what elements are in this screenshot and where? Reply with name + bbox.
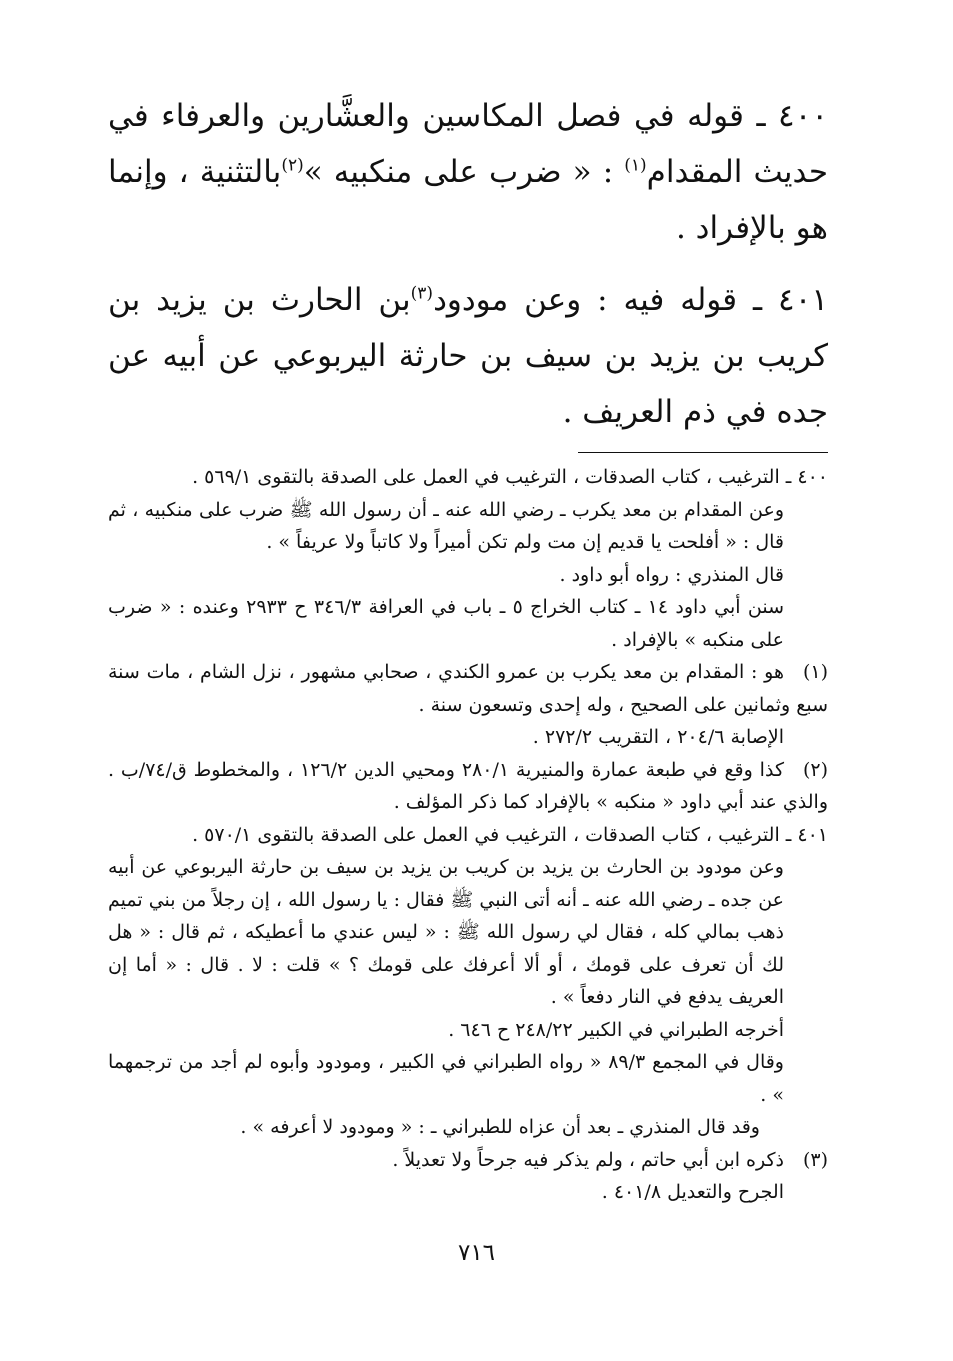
main-entry-400	[108, 88, 828, 256]
footnote-3	[108, 1144, 828, 1177]
footnote-ref-1[interactable]: (١)	[624, 155, 647, 176]
footnote-401-majma: وقال في المجمع ٨٩/٣ « رواه الطبراني في الكبير ، ومودود وأبوه لم أجد من ترجمهما » .	[108, 1051, 784, 1106]
footnote-1-refs: الإصابة ٢٠٤/٦ ، التقريب ٢٧٢/٢ .	[532, 726, 784, 748]
footnote-separator	[578, 452, 828, 453]
footnote-ref-3[interactable]: (٣)	[410, 283, 434, 304]
footnote-1-text: هو : المقدام بن معد يكرب بن عمرو الكندي ، صحابي مشهور ، نزل الشام ، مات سنة سبع وثمانين على الصحيح ، وله إحدى وتسعون سنة .	[108, 661, 828, 716]
entry-400-remark: بالتثنية ، وإنما هو بالإفراد .	[108, 154, 828, 246]
footnote-3-refs: الجرح والتعديل ٤٠١/٨ .	[601, 1181, 784, 1203]
footnote-400-mundhiri: قال المنذري : رواه أبو داود .	[559, 563, 784, 586]
entry-400-text: ٤٠٠ ـ قوله في فصل المكاسين والعشَّارين والعرفاء في حديث المقدام	[108, 98, 828, 190]
footnote-ref-2[interactable]: (٢)	[281, 155, 304, 176]
footnote-401-source: ٤٠١ ـ الترغيب ، كتاب الصدقات ، الترغيب في العمل على الصدقة بالتقوى ٥٧٠/١ .	[192, 823, 828, 846]
footnote-401-mundhiri: وقد قال المنذري ـ بعد أن عزاه للطبراني ـ : « ومودود لا أعرفه » .	[240, 1116, 760, 1138]
entry-401-text: ٤٠١ ـ قوله فيه : وعن مودود	[433, 282, 828, 318]
footnote-401-hadith: وعن مودود بن الحارث بن يزيد بن كريب بن يزيد بن سيف بن حارثة اليربوعي عن أبيه عن جده ـ رضي الله عنه ـ أنه أتى النبي ﷺ فقال : يا رسول الله ، إن رجلاً من بني تميم ذهب بمالي كله ، فقال لي رسول الله ﷺ : « ليس عندي ما أعطيكه ، ثم قال : « هل لك أن تعرف على قومك ، أو ألا أعرفك على قومك ؟ » قلت : لا . قال : « أما إن العريف يدفع في النار دفعاً » .	[108, 856, 784, 1008]
footnote-400-abudawud: سنن أبي داود ١٤ ـ كتاب الخراج ٥ ـ باب في العرافة ٣٤٦/٣ ح ٢٩٣٣ وعنده : « ضرب على منكبه » بالإفراد .	[108, 596, 784, 651]
footnote-3-text: ذكره ابن أبي حاتم ، ولم يذكر فيه جرحاً ولا تعديلاً .	[392, 1148, 784, 1171]
footnote-401-tabarani: أخرجه الطبراني في الكبير ٢٤٨/٢٢ ح ٦٤٦ .	[448, 1018, 784, 1041]
main-entry-401	[108, 272, 828, 440]
footnote-400-hadith: وعن المقدام بن معد يكرب ـ رضي الله عنه ـ أن رسول الله ﷺ ضرب على منكبيه ، ثم قال : « أفلحت يا قديم إن مت ولم تكن أميراً ولا كاتباً ولا عريفاً » .	[108, 498, 784, 553]
entry-400-quote: : « ضرب على منكبيه »	[303, 154, 625, 190]
entry-401-lineage: بن الحارث بن يزيد بن كريب بن يزيد بن سيف بن حارثة اليربوعي عن أبيه عن جده في ذم العريف .	[108, 282, 828, 430]
footnote-2	[108, 754, 828, 819]
footnote-400-source: ٤٠٠ ـ الترغيب ، كتاب الصدقات ، الترغيب في العمل على الصدقة بالتقوى ٥٦٩/١ .	[192, 466, 828, 488]
page-body	[108, 88, 828, 1209]
footnote-3-number: (٣)	[802, 1148, 828, 1171]
footnote-1	[108, 656, 828, 721]
footnote-2-text: كذا وقع في طبعة عمارة والمنيرية ٢٨٠/١ ومحيي الدين ١٢٦/٢ ، والمخطوط ق/٧٤/ب . والذي عند أبي داود « منكبه » بالإفراد كما ذكر المؤلف .	[108, 758, 828, 813]
footnotes	[108, 461, 828, 1209]
footnote-2-number: (٢)	[802, 758, 828, 781]
page-number: ٧١٦	[457, 1240, 496, 1266]
footnote-1-number: (١)	[802, 661, 828, 683]
